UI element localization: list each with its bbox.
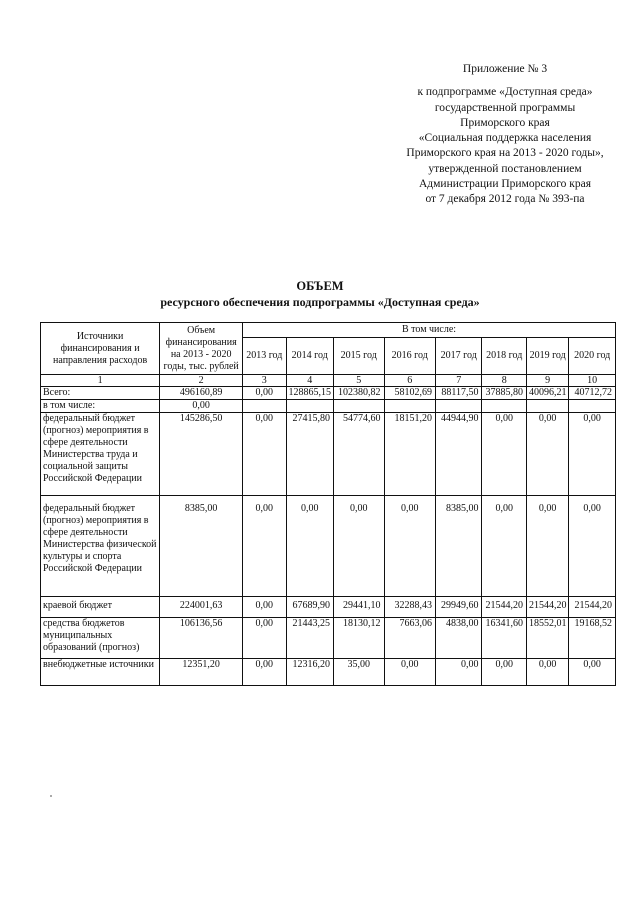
- row-value: 0,00: [286, 496, 333, 597]
- appendix-line: государственной программы: [434, 101, 576, 114]
- row-value: 40712,72: [569, 387, 616, 400]
- header-year: 2018 год: [482, 338, 526, 375]
- appendix-line: утвержденной постановлением: [428, 162, 582, 175]
- row-value: 0,00: [436, 659, 482, 686]
- funding-table: [40, 322, 616, 686]
- row-value: 18151,20: [384, 413, 436, 496]
- row-value: 18552,01: [526, 618, 568, 659]
- header-year: 2014 год: [286, 338, 333, 375]
- row-value: 37885,80: [482, 387, 526, 400]
- row-value: 0,00: [243, 496, 286, 597]
- row-value: 0,00: [482, 413, 526, 496]
- row-value: 27415,80: [286, 413, 333, 496]
- appendix-note: [385, 62, 625, 208]
- row-value: 4838,00: [436, 618, 482, 659]
- row-value: 0,00: [384, 659, 436, 686]
- row-value: 58102,69: [384, 387, 436, 400]
- row-total: 496160,89: [160, 387, 243, 400]
- appendix-line: «Социальная поддержка населения: [418, 132, 592, 145]
- row-total: 12351,20: [160, 659, 243, 686]
- header-year: 2013 год: [243, 338, 286, 375]
- row-value: 16341,60: [482, 618, 526, 659]
- row-source: Всего:: [41, 387, 160, 400]
- column-index: 3: [243, 375, 286, 387]
- column-index: 4: [286, 375, 333, 387]
- appendix-line: к подпрограмме «Доступная среда»: [417, 86, 593, 99]
- row-total: 8385,00: [160, 496, 243, 597]
- row-value: 19168,52: [569, 618, 616, 659]
- row-value: [436, 400, 482, 413]
- column-index: 1: [41, 375, 160, 387]
- header-year: 2015 год: [333, 338, 384, 375]
- row-total: 145286,50: [160, 413, 243, 496]
- row-value: 0,00: [569, 496, 616, 597]
- row-value: 0,00: [243, 618, 286, 659]
- row-source: краевой бюджет: [41, 597, 160, 618]
- table-row: [41, 618, 616, 659]
- column-index: 6: [384, 375, 436, 387]
- appendix-line: Приморского края на 2013 - 2020 годы»,: [406, 147, 604, 160]
- row-value: [243, 400, 286, 413]
- row-source: в том числе:: [41, 400, 160, 413]
- row-value: 0,00: [384, 496, 436, 597]
- row-value: 35,00: [333, 659, 384, 686]
- row-total: 0,00: [160, 400, 243, 413]
- row-value: 0,00: [569, 413, 616, 496]
- row-source: федеральный бюджет (прогноз) мероприятия в сфере деятельности Министерства труда и социальной защиты Российской Федерации: [41, 413, 160, 496]
- row-value: 67689,90: [286, 597, 333, 618]
- row-value: 29949,60: [436, 597, 482, 618]
- row-value: 29441,10: [333, 597, 384, 618]
- title-line-2: ресурсного обеспечения подпрограммы «Доступная среда»: [160, 295, 480, 309]
- header-year: 2016 год: [384, 338, 436, 375]
- row-source: федеральный бюджет (прогноз) мероприятия в сфере деятельности Министерства физической культуры и спорта Российской Федерации: [41, 496, 160, 597]
- row-value: [286, 400, 333, 413]
- row-value: 21544,20: [482, 597, 526, 618]
- row-value: 21443,25: [286, 618, 333, 659]
- document-title: [0, 278, 640, 310]
- row-value: 0,00: [243, 387, 286, 400]
- header-year: 2019 год: [526, 338, 568, 375]
- row-source: внебюджетные источники: [41, 659, 160, 686]
- table-header-row: [41, 323, 616, 338]
- row-value: 18130,12: [333, 618, 384, 659]
- row-value: 0,00: [526, 659, 568, 686]
- row-value: [482, 400, 526, 413]
- row-value: [526, 400, 568, 413]
- row-value: 0,00: [569, 659, 616, 686]
- row-value: 0,00: [243, 413, 286, 496]
- table-row: [41, 597, 616, 618]
- header-including: В том числе:: [243, 323, 616, 338]
- column-index: 9: [526, 375, 568, 387]
- row-value: 21544,20: [569, 597, 616, 618]
- table-row: [41, 496, 616, 597]
- row-value: [333, 400, 384, 413]
- table-row: [41, 413, 616, 496]
- column-index: 8: [482, 375, 526, 387]
- header-year: 2017 год: [436, 338, 482, 375]
- row-value: 0,00: [243, 597, 286, 618]
- row-value: 40096,21: [526, 387, 568, 400]
- column-index: 10: [569, 375, 616, 387]
- row-value: 0,00: [526, 413, 568, 496]
- row-value: 128865,15: [286, 387, 333, 400]
- table-row: [41, 400, 616, 413]
- appendix-line: Приморского края: [460, 116, 550, 129]
- appendix-number: Приложение № 3: [462, 63, 548, 75]
- row-value: 21544,20: [526, 597, 568, 618]
- column-index: 7: [436, 375, 482, 387]
- row-value: 102380,82: [333, 387, 384, 400]
- row-value: 54774,60: [333, 413, 384, 496]
- row-value: 0,00: [243, 659, 286, 686]
- column-index: 2: [160, 375, 243, 387]
- row-total: 224001,63: [160, 597, 243, 618]
- column-index-row: [41, 375, 616, 387]
- table-row: [41, 387, 616, 400]
- appendix-line: от 7 декабря 2012 года № 393-па: [425, 193, 585, 206]
- header-source: Источники финансирования и направления расходов: [41, 323, 160, 375]
- row-value: 7663,06: [384, 618, 436, 659]
- row-source: средства бюджетов муниципальных образований (прогноз): [41, 618, 160, 659]
- row-value: 8385,00: [436, 496, 482, 597]
- header-year: 2020 год: [569, 338, 616, 375]
- row-value: 88117,50: [436, 387, 482, 400]
- row-value: 0,00: [333, 496, 384, 597]
- row-value: [569, 400, 616, 413]
- row-value: 32288,43: [384, 597, 436, 618]
- table-row: [41, 659, 616, 686]
- appendix-line: Администрации Приморского края: [419, 178, 591, 191]
- header-volume: Объем финансирования на 2013 - 2020 годы, тыс. рублей: [160, 323, 243, 375]
- column-index: 5: [333, 375, 384, 387]
- row-value: 12316,20: [286, 659, 333, 686]
- title-line-1: ОБЪЕМ: [296, 279, 344, 293]
- row-total: 106136,56: [160, 618, 243, 659]
- row-value: 0,00: [482, 496, 526, 597]
- row-value: 0,00: [526, 496, 568, 597]
- row-value: 0,00: [482, 659, 526, 686]
- scan-speck: [50, 795, 52, 797]
- row-value: [384, 400, 436, 413]
- row-value: 44944,90: [436, 413, 482, 496]
